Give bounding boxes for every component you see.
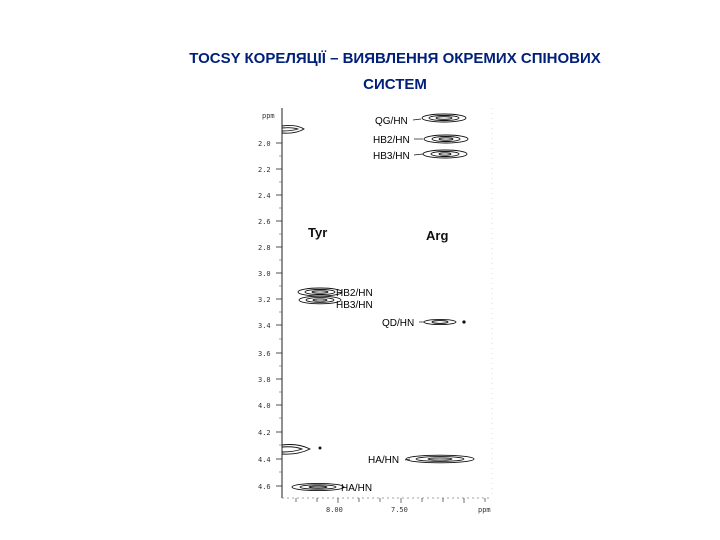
x-axis-ticks [296, 498, 485, 503]
peak-label-hb2-hn-arg: HB2/HN [373, 135, 410, 146]
slide-title-line-2: СИСТЕМ [363, 76, 427, 93]
y-tick-label: 3.8 [258, 376, 271, 384]
peak-arg-ha [406, 455, 474, 463]
y-tick-label: 3.4 [258, 322, 271, 330]
peak-label-qd-hn: QD/HN [382, 318, 415, 329]
y-tick-label: 4.6 [258, 483, 271, 491]
peak-label-qg-hn: QG/HN [375, 116, 408, 127]
label-leaders [405, 119, 424, 460]
residue-label-tyr: Tyr [308, 225, 328, 240]
peak-label-hb2-hn-tyr: HB2/HN [336, 288, 373, 299]
x-tick-label: 8.00 [326, 506, 343, 514]
peak-arg-qg [422, 114, 466, 122]
y-tick-label: 3.0 [258, 270, 271, 278]
peak-arg-hb3 [423, 150, 467, 158]
peak-label-hb3-hn-arg: HB3/HN [373, 151, 410, 162]
y-tick-label: 4.4 [258, 456, 271, 464]
y-tick-label: 3.2 [258, 296, 271, 304]
y-tick-label: 2.8 [258, 244, 271, 252]
cross-peaks [282, 114, 474, 491]
y-tick-label: 4.0 [258, 402, 271, 410]
peak-label-ha-hn-tyr: HA/HN [341, 483, 373, 494]
peak-tyr-lower [282, 445, 321, 455]
y-tick-label: 2.2 [258, 166, 271, 174]
y-tick-label: 4.2 [258, 429, 271, 437]
peak-arg-qd [424, 319, 465, 324]
peak-label-ha-hn-arg: HA/HN [368, 455, 400, 466]
peak-tyr-hb3 [299, 296, 341, 304]
peak-tyr-upper [282, 125, 304, 133]
residue-label-arg: Arg [426, 228, 449, 243]
y-axis-unit: ppm [262, 112, 275, 120]
y-tick-label: 2.4 [258, 192, 271, 200]
x-tick-label: 7.50 [391, 506, 408, 514]
slide-title-line-1: TOCSY КОРЕЛЯЦІЇ – ВИЯВЛЕННЯ ОКРЕМИХ СПІНОВИХ [189, 50, 601, 67]
peak-arg-hb2 [424, 135, 468, 143]
y-tick-label: 2.6 [258, 218, 271, 226]
y-axis-ticks [276, 143, 282, 486]
y-tick-label: 3.6 [258, 350, 271, 358]
peak-label-hb3-hn-tyr: HB3/HN [336, 300, 373, 311]
x-axis-unit: ppm [478, 506, 491, 514]
y-tick-label: 2.0 [258, 140, 271, 148]
peak-tyr-ha [292, 483, 344, 490]
